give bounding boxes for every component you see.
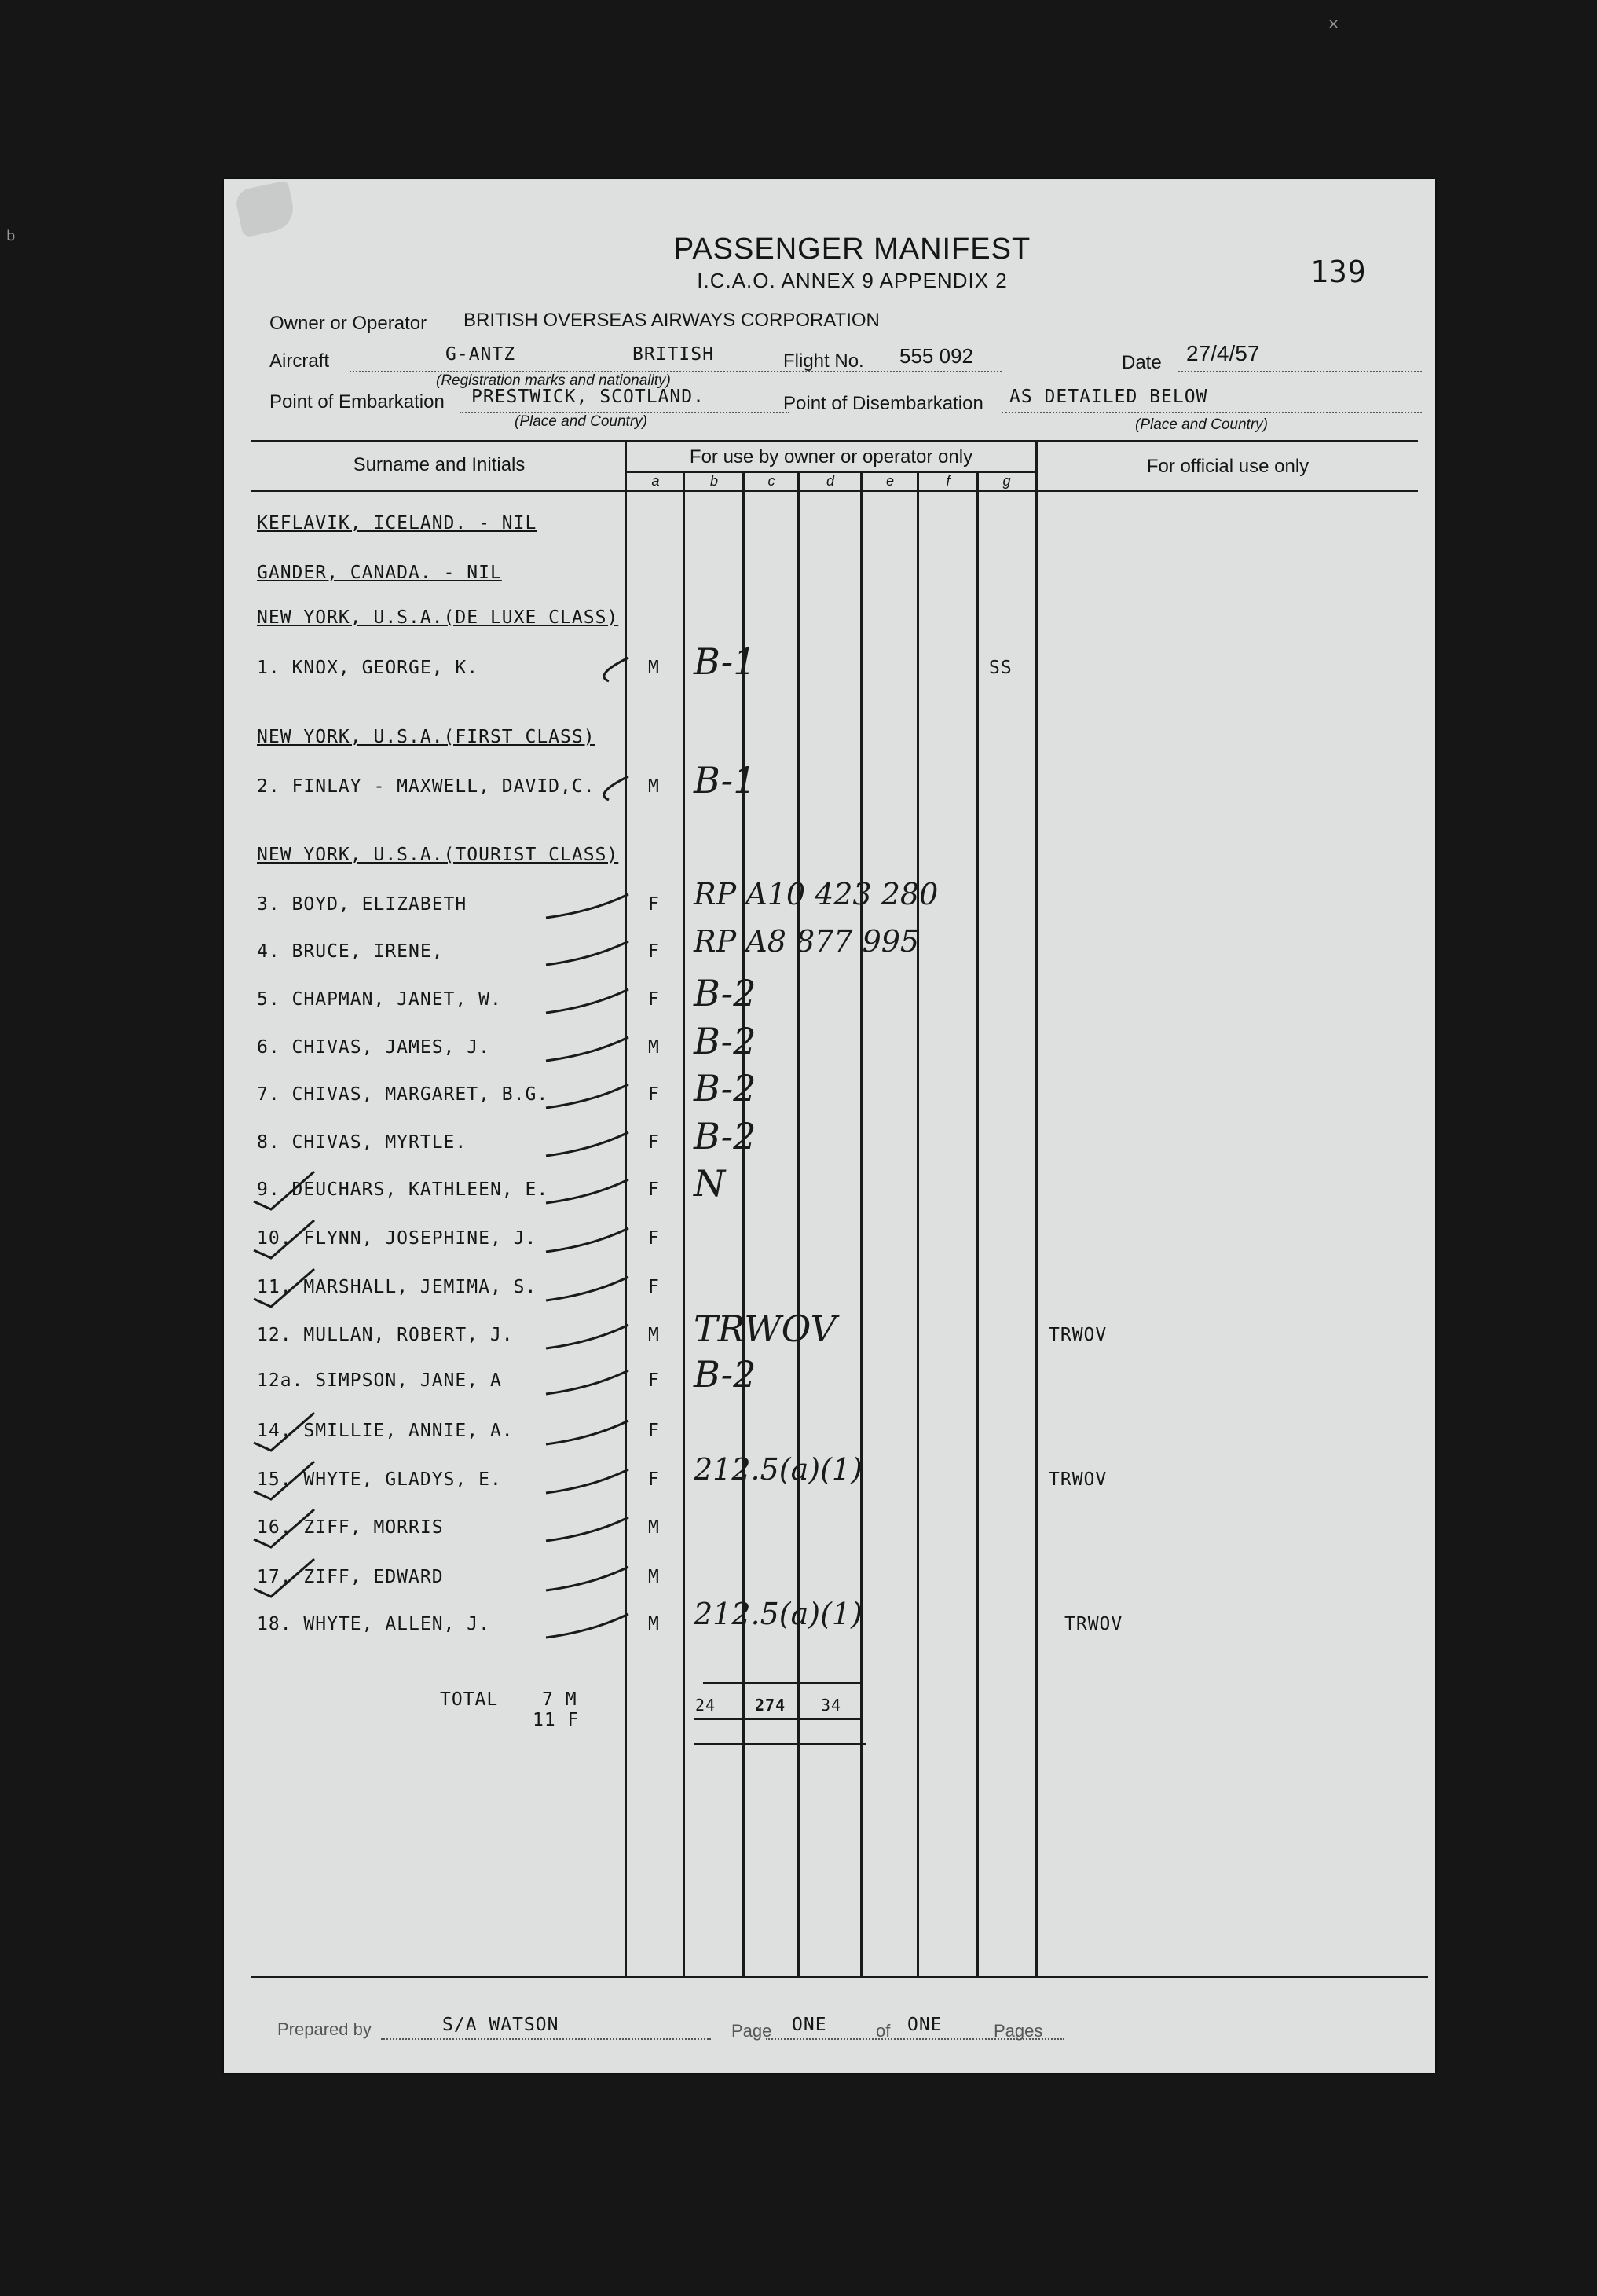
passenger-name: 4. BRUCE, IRENE,: [257, 941, 444, 962]
prepared-by-label: Prepared by: [277, 2019, 372, 2039]
col-a-header: a: [651, 473, 660, 489]
tick-stroke: [546, 894, 628, 918]
page-value: ONE: [792, 2015, 827, 2035]
total-female: 11 F: [533, 1710, 580, 1730]
handwritten-annotation: RP A8 877 995: [694, 924, 920, 959]
handwritten-annotation: 212.5(a)(1): [694, 1452, 863, 1487]
page-number: 139: [1310, 255, 1367, 289]
handwritten-tick-marks: [224, 179, 1435, 2073]
passenger-name: 12. MULLAN, ROBERT, J.: [257, 1325, 514, 1345]
tick-stroke: [546, 1614, 628, 1638]
flight-value: 555 092: [899, 344, 973, 368]
passenger-name: 8. CHIVAS, MYRTLE.: [257, 1132, 467, 1153]
tick-stroke: [546, 1277, 628, 1300]
passenger-name: 10. FLYNN, JOSEPHINE, J.: [257, 1228, 537, 1249]
passenger-sex: M: [648, 1037, 660, 1058]
disembarkation-label: Point of Disembarkation: [783, 393, 983, 414]
flight-label: Flight No.: [783, 350, 864, 372]
passenger-sex: M: [648, 1567, 660, 1587]
passenger-name: 2. FINLAY - MAXWELL, DAVID,C.: [257, 776, 595, 797]
passenger-name: 1. KNOX, GEORGE, K.: [257, 658, 479, 678]
total-col-b: 24: [695, 1696, 716, 1715]
tick-stroke: [546, 1325, 628, 1348]
col-e-header: e: [885, 473, 894, 489]
official-use-code: TRWOV: [1064, 1614, 1123, 1634]
of-label: of: [876, 2021, 891, 2041]
official-use-code: TRWOV: [1049, 1469, 1108, 1490]
embarkation-place-note: (Place and Country): [515, 413, 647, 430]
passenger-sex: F: [648, 1469, 660, 1490]
tick-stroke: [546, 1421, 628, 1444]
check-mark: [254, 1559, 314, 1597]
passenger-sex: F: [648, 1084, 660, 1105]
total-col-c: 274: [755, 1696, 786, 1715]
total-label: TOTAL: [440, 1689, 499, 1710]
passenger-name: 6. CHIVAS, JAMES, J.: [257, 1037, 490, 1058]
passenger-name: 5. CHAPMAN, JANET, W.: [257, 989, 502, 1010]
passenger-sex: F: [648, 989, 660, 1010]
total-male: 7 M: [542, 1689, 577, 1710]
passenger-name: 3. BOYD, ELIZABETH: [257, 894, 467, 915]
passenger-name: 11. MARSHALL, JEMIMA, S.: [257, 1277, 537, 1297]
column-g-code: SS: [989, 658, 1013, 678]
destination-heading: NEW YORK, U.S.A.(DE LUXE CLASS): [257, 607, 619, 628]
passenger-name: 17. ZIFF, EDWARD: [257, 1567, 444, 1587]
passenger-sex: M: [648, 1325, 660, 1345]
check-mark: [254, 1509, 314, 1547]
handwritten-annotation: B-2: [694, 972, 756, 1014]
handwritten-annotation: 212.5(a)(1): [694, 1597, 863, 1631]
date-value: 27/4/57: [1186, 341, 1260, 365]
aircraft-label: Aircraft: [269, 350, 330, 372]
tick-stroke: [546, 1469, 628, 1493]
manifest-page: [224, 179, 1435, 2073]
tick-stroke: [546, 941, 628, 965]
destination-heading: NEW YORK, U.S.A.(FIRST CLASS): [257, 727, 595, 747]
tick-stroke: [604, 658, 628, 681]
tick-stroke: [546, 1517, 628, 1541]
manifest-title: PASSENGER MANIFEST: [673, 233, 1031, 266]
tick-stroke: [604, 776, 628, 800]
check-mark: [254, 1413, 314, 1451]
passenger-sex: F: [648, 1370, 660, 1391]
tick-stroke: [546, 1567, 628, 1590]
destination-heading: GANDER, CANADA. - NIL: [257, 563, 502, 583]
tick-stroke: [546, 989, 628, 1013]
passenger-name: 16. ZIFF, MORRIS: [257, 1517, 444, 1538]
col-f-header: f: [946, 473, 951, 489]
owner-value: BRITISH OVERSEAS AIRWAYS CORPORATION: [463, 310, 880, 331]
tick-stroke: [546, 1037, 628, 1061]
film-edge-mark: b: [6, 228, 16, 244]
passenger-sex: M: [648, 1517, 660, 1538]
handwritten-annotation: B-2: [694, 1020, 756, 1062]
pages-label: Pages: [994, 2021, 1043, 2041]
aircraft-registration: G-ANTZ: [445, 344, 516, 365]
aircraft-nationality: BRITISH: [632, 344, 714, 365]
handwritten-annotation: B-2: [694, 1115, 756, 1157]
check-mark: [254, 1172, 314, 1209]
tick-stroke: [546, 1370, 628, 1394]
passenger-sex: M: [648, 776, 660, 797]
check-mark: [254, 1462, 314, 1499]
surname-column-header: Surname and Initials: [353, 454, 526, 475]
prepared-by-value: S/A WATSON: [442, 2015, 559, 2035]
embarkation-label: Point of Embarkation: [269, 391, 445, 413]
handwritten-annotation: N: [694, 1162, 726, 1205]
passenger-name: 12a. SIMPSON, JANE, A: [257, 1370, 502, 1391]
manifest-subtitle: I.C.A.O. ANNEX 9 APPENDIX 2: [697, 269, 1008, 292]
tick-stroke: [546, 1132, 628, 1156]
handwritten-annotation: B-2: [694, 1353, 756, 1396]
tick-stroke: [546, 1179, 628, 1203]
film-corner-mark: ×: [1328, 16, 1340, 32]
destination-heading: KEFLAVIK, ICELAND. - NIL: [257, 513, 537, 534]
handwritten-annotation: B-1: [694, 759, 756, 801]
passenger-name: 7. CHIVAS, MARGARET, B.G.: [257, 1084, 549, 1105]
official-use-header: For official use only: [1146, 456, 1309, 477]
registration-note: (Registration marks and nationality): [436, 372, 671, 389]
passenger-name: 18. WHYTE, ALLEN, J.: [257, 1614, 490, 1634]
passenger-sex: F: [648, 1179, 660, 1200]
passenger-name: 14. SMILLIE, ANNIE, A.: [257, 1421, 514, 1441]
handwritten-annotation: B-1: [694, 640, 756, 683]
tick-stroke: [546, 1228, 628, 1252]
col-c-header: c: [767, 473, 775, 489]
passenger-sex: M: [648, 1614, 660, 1634]
disembarkation-value: AS DETAILED BELOW: [1009, 387, 1208, 407]
passenger-sex: M: [648, 658, 660, 678]
passenger-name: 9. DEUCHARS, KATHLEEN, E.: [257, 1179, 549, 1200]
handwritten-annotation: TRWOV: [694, 1308, 837, 1350]
check-mark: [254, 1220, 314, 1258]
col-b-header: b: [709, 473, 718, 489]
total-col-d: 34: [821, 1696, 842, 1715]
tick-stroke: [546, 1084, 628, 1108]
embarkation-value: PRESTWICK, SCOTLAND.: [471, 387, 705, 407]
date-label: Date: [1122, 352, 1162, 373]
official-use-code: TRWOV: [1049, 1325, 1108, 1345]
passenger-sex: F: [648, 1277, 660, 1297]
handwritten-annotation: B-2: [694, 1067, 756, 1109]
passenger-sex: F: [648, 894, 660, 915]
of-value: ONE: [907, 2015, 943, 2035]
col-d-header: d: [826, 473, 834, 489]
passenger-sex: F: [648, 1132, 660, 1153]
check-mark: [254, 1269, 314, 1307]
page-label: Page: [731, 2021, 772, 2041]
col-g-header: g: [1002, 473, 1011, 489]
passenger-sex: F: [648, 1228, 660, 1249]
owner-label: Owner or Operator: [269, 313, 427, 334]
passenger-name: 15. WHYTE, GLADYS, E.: [257, 1469, 502, 1490]
passenger-sex: F: [648, 1421, 660, 1441]
handwritten-annotation: RP A10 423 280: [694, 877, 939, 911]
passenger-sex: F: [648, 941, 660, 962]
destination-heading: NEW YORK, U.S.A.(TOURIST CLASS): [257, 845, 619, 865]
disembarkation-place-note: (Place and Country): [1135, 416, 1268, 433]
owner-use-header: For use by owner or operator only: [689, 446, 973, 468]
